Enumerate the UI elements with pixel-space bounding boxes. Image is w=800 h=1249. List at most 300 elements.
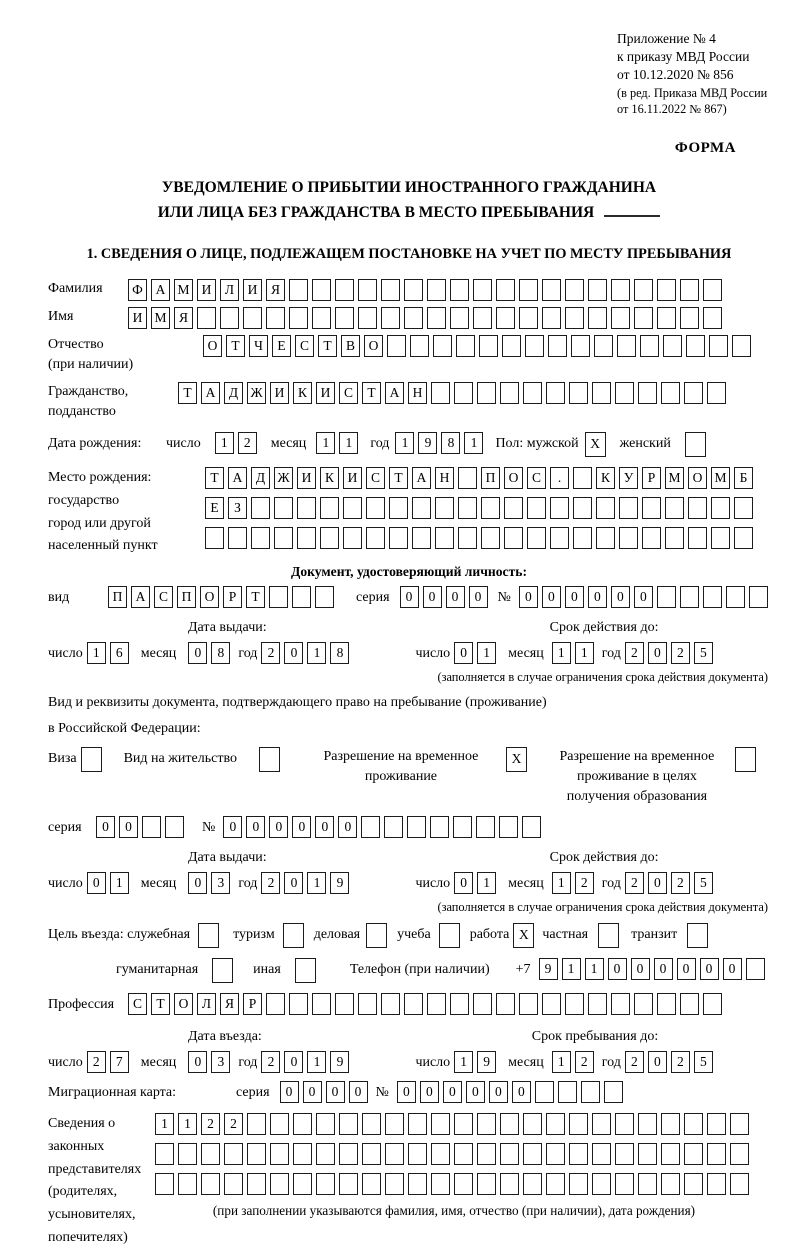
char-cell[interactable]	[289, 279, 308, 301]
char-cell[interactable]: 1	[454, 1051, 473, 1073]
char-cell[interactable]	[688, 497, 707, 519]
char-cell[interactable]: Я	[266, 279, 285, 301]
char-cell[interactable]	[615, 1113, 634, 1135]
char-cell[interactable]	[404, 279, 423, 301]
char-cell[interactable]	[387, 335, 406, 357]
char-cell[interactable]	[481, 497, 500, 519]
char-cell[interactable]: 1	[395, 432, 414, 454]
char-cell[interactable]: .	[550, 467, 569, 489]
char-cell[interactable]	[588, 279, 607, 301]
char-cell[interactable]: М	[711, 467, 730, 489]
char-cell[interactable]	[569, 1143, 588, 1165]
char-cell[interactable]	[481, 527, 500, 549]
char-cell[interactable]: 0	[188, 642, 207, 664]
char-cell[interactable]: 1	[552, 872, 571, 894]
char-cell[interactable]: 1	[339, 432, 358, 454]
char-cell[interactable]	[201, 1173, 220, 1195]
char-cell[interactable]	[615, 382, 634, 404]
char-cell[interactable]: 3	[211, 872, 230, 894]
char-cell[interactable]	[730, 1173, 749, 1195]
char-cell[interactable]: 2	[625, 1051, 644, 1073]
char-cell[interactable]: 0	[315, 816, 334, 838]
char-cell[interactable]	[519, 279, 538, 301]
char-cell[interactable]	[504, 527, 523, 549]
char-cell[interactable]	[473, 993, 492, 1015]
char-cell[interactable]: 1	[307, 1051, 326, 1073]
char-cell[interactable]	[619, 497, 638, 519]
char-cell[interactable]	[711, 527, 730, 549]
char-cell[interactable]: 0	[246, 816, 265, 838]
char-cell[interactable]	[707, 1113, 726, 1135]
char-cell[interactable]: 1	[464, 432, 483, 454]
char-cell[interactable]	[316, 1113, 335, 1135]
char-cell[interactable]	[522, 816, 541, 838]
char-cell[interactable]: Б	[734, 467, 753, 489]
char-cell[interactable]	[726, 586, 745, 608]
char-cell[interactable]	[297, 497, 316, 519]
char-cell[interactable]	[730, 1113, 749, 1135]
char-cell[interactable]	[297, 527, 316, 549]
char-cell[interactable]: К	[596, 467, 615, 489]
char-cell[interactable]	[594, 335, 613, 357]
char-cell[interactable]	[548, 335, 567, 357]
char-cell[interactable]	[266, 307, 285, 329]
char-cell[interactable]: П	[481, 467, 500, 489]
char-cell[interactable]	[588, 307, 607, 329]
char-cell[interactable]	[688, 527, 707, 549]
char-cell[interactable]	[212, 958, 233, 983]
char-cell[interactable]	[251, 497, 270, 519]
char-cell[interactable]	[592, 382, 611, 404]
char-cell[interactable]: С	[527, 467, 546, 489]
char-cell[interactable]	[454, 1173, 473, 1195]
char-cell[interactable]: А	[385, 382, 404, 404]
char-cell[interactable]	[535, 1081, 554, 1103]
char-cell[interactable]	[247, 1173, 266, 1195]
char-cell[interactable]: Т	[151, 993, 170, 1015]
char-cell[interactable]	[604, 1081, 623, 1103]
char-cell[interactable]	[527, 497, 546, 519]
char-cell[interactable]	[546, 1113, 565, 1135]
char-cell[interactable]	[431, 1113, 450, 1135]
char-cell[interactable]: А	[201, 382, 220, 404]
char-cell[interactable]: 0	[634, 586, 653, 608]
char-cell[interactable]	[519, 993, 538, 1015]
char-cell[interactable]	[542, 993, 561, 1015]
char-cell[interactable]: М	[665, 467, 684, 489]
char-cell[interactable]	[339, 1143, 358, 1165]
char-cell[interactable]: 0	[454, 872, 473, 894]
char-cell[interactable]: М	[174, 279, 193, 301]
char-cell[interactable]	[661, 382, 680, 404]
char-cell[interactable]: 0	[349, 1081, 368, 1103]
char-cell[interactable]: 0	[677, 958, 696, 980]
char-cell[interactable]: 2	[671, 1051, 690, 1073]
char-cell[interactable]	[558, 1081, 577, 1103]
char-cell[interactable]: П	[177, 586, 196, 608]
char-cell[interactable]: Я	[220, 993, 239, 1015]
char-cell[interactable]	[335, 993, 354, 1015]
char-cell[interactable]: 0	[284, 1051, 303, 1073]
char-cell[interactable]: 0	[700, 958, 719, 980]
char-cell[interactable]: Ч	[249, 335, 268, 357]
char-cell[interactable]	[251, 527, 270, 549]
char-cell[interactable]	[661, 1173, 680, 1195]
char-cell[interactable]	[523, 382, 542, 404]
char-cell[interactable]: Т	[205, 467, 224, 489]
char-cell[interactable]	[155, 1173, 174, 1195]
char-cell[interactable]	[592, 1143, 611, 1165]
char-cell[interactable]: 2	[261, 1051, 280, 1073]
char-cell[interactable]	[456, 335, 475, 357]
char-cell[interactable]	[197, 307, 216, 329]
char-cell[interactable]: Ф	[128, 279, 147, 301]
char-cell[interactable]	[385, 1173, 404, 1195]
char-cell[interactable]	[684, 1173, 703, 1195]
char-cell[interactable]: 1	[155, 1113, 174, 1135]
char-cell[interactable]: А	[412, 467, 431, 489]
char-cell[interactable]	[431, 1173, 450, 1195]
char-cell[interactable]	[619, 527, 638, 549]
char-cell[interactable]	[247, 1143, 266, 1165]
char-cell[interactable]: 1	[575, 642, 594, 664]
char-cell[interactable]	[408, 1143, 427, 1165]
char-cell[interactable]: 0	[326, 1081, 345, 1103]
char-cell[interactable]: О	[174, 993, 193, 1015]
char-cell[interactable]	[634, 307, 653, 329]
char-cell[interactable]	[270, 1173, 289, 1195]
char-cell[interactable]	[404, 307, 423, 329]
char-cell[interactable]: 0	[223, 816, 242, 838]
char-cell[interactable]	[703, 586, 722, 608]
char-cell[interactable]	[703, 993, 722, 1015]
char-cell[interactable]	[178, 1143, 197, 1165]
char-cell[interactable]: Ж	[274, 467, 293, 489]
char-cell[interactable]	[661, 1143, 680, 1165]
char-cell[interactable]: С	[295, 335, 314, 357]
char-cell[interactable]: 2	[201, 1113, 220, 1135]
char-cell[interactable]	[565, 279, 584, 301]
char-cell[interactable]	[569, 1173, 588, 1195]
char-cell[interactable]: У	[619, 467, 638, 489]
char-cell[interactable]: 5	[694, 642, 713, 664]
char-cell[interactable]	[592, 1173, 611, 1195]
char-cell[interactable]: 0	[96, 816, 115, 838]
char-cell[interactable]: X	[585, 432, 606, 457]
char-cell[interactable]: 1	[87, 642, 106, 664]
char-cell[interactable]	[499, 816, 518, 838]
char-cell[interactable]	[410, 335, 429, 357]
char-cell[interactable]	[165, 816, 184, 838]
char-cell[interactable]	[657, 307, 676, 329]
char-cell[interactable]: 0	[303, 1081, 322, 1103]
char-cell[interactable]: 8	[441, 432, 460, 454]
char-cell[interactable]: 1	[585, 958, 604, 980]
char-cell[interactable]	[523, 1173, 542, 1195]
char-cell[interactable]	[312, 307, 331, 329]
char-cell[interactable]	[198, 923, 219, 948]
char-cell[interactable]	[685, 432, 706, 457]
char-cell[interactable]	[312, 279, 331, 301]
char-cell[interactable]	[178, 1173, 197, 1195]
char-cell[interactable]	[519, 307, 538, 329]
char-cell[interactable]	[711, 497, 730, 519]
char-cell[interactable]	[687, 923, 708, 948]
char-cell[interactable]: 2	[575, 872, 594, 894]
char-cell[interactable]	[224, 1173, 243, 1195]
char-cell[interactable]: 2	[625, 642, 644, 664]
char-cell[interactable]: 0	[284, 872, 303, 894]
char-cell[interactable]	[427, 307, 446, 329]
char-cell[interactable]	[315, 586, 334, 608]
char-cell[interactable]: 0	[648, 1051, 667, 1073]
char-cell[interactable]	[680, 279, 699, 301]
char-cell[interactable]	[473, 307, 492, 329]
char-cell[interactable]	[454, 1113, 473, 1135]
char-cell[interactable]	[523, 1113, 542, 1135]
char-cell[interactable]	[615, 1143, 634, 1165]
char-cell[interactable]	[479, 335, 498, 357]
char-cell[interactable]	[634, 279, 653, 301]
char-cell[interactable]: 0	[542, 586, 561, 608]
char-cell[interactable]: 1	[552, 642, 571, 664]
char-cell[interactable]	[408, 1113, 427, 1135]
char-cell[interactable]	[431, 382, 450, 404]
char-cell[interactable]	[343, 527, 362, 549]
char-cell[interactable]	[293, 1113, 312, 1135]
char-cell[interactable]	[732, 335, 751, 357]
char-cell[interactable]: 0	[400, 586, 419, 608]
char-cell[interactable]: 1	[110, 872, 129, 894]
char-cell[interactable]	[703, 307, 722, 329]
char-cell[interactable]	[269, 586, 288, 608]
char-cell[interactable]	[657, 279, 676, 301]
char-cell[interactable]	[435, 497, 454, 519]
char-cell[interactable]	[316, 1173, 335, 1195]
char-cell[interactable]: А	[151, 279, 170, 301]
char-cell[interactable]: Н	[408, 382, 427, 404]
char-cell[interactable]: 9	[477, 1051, 496, 1073]
char-cell[interactable]	[362, 1143, 381, 1165]
char-cell[interactable]	[362, 1113, 381, 1135]
char-cell[interactable]: 0	[280, 1081, 299, 1103]
char-cell[interactable]	[389, 497, 408, 519]
char-cell[interactable]	[657, 993, 676, 1015]
char-cell[interactable]: 0	[723, 958, 742, 980]
char-cell[interactable]	[546, 1173, 565, 1195]
char-cell[interactable]	[361, 816, 380, 838]
char-cell[interactable]	[496, 993, 515, 1015]
char-cell[interactable]: 0	[512, 1081, 531, 1103]
char-cell[interactable]	[289, 993, 308, 1015]
char-cell[interactable]	[746, 958, 765, 980]
char-cell[interactable]: 6	[110, 642, 129, 664]
char-cell[interactable]	[477, 1113, 496, 1135]
char-cell[interactable]	[707, 382, 726, 404]
char-cell[interactable]	[642, 497, 661, 519]
char-cell[interactable]	[546, 382, 565, 404]
char-cell[interactable]: К	[320, 467, 339, 489]
char-cell[interactable]	[707, 1173, 726, 1195]
char-cell[interactable]	[598, 923, 619, 948]
char-cell[interactable]	[450, 307, 469, 329]
char-cell[interactable]	[571, 335, 590, 357]
char-cell[interactable]: И	[243, 279, 262, 301]
char-cell[interactable]	[477, 382, 496, 404]
char-cell[interactable]: 0	[446, 586, 465, 608]
char-cell[interactable]: 0	[284, 642, 303, 664]
char-cell[interactable]: 5	[694, 1051, 713, 1073]
char-cell[interactable]: 2	[261, 872, 280, 894]
char-cell[interactable]	[295, 958, 316, 983]
char-cell[interactable]: 1	[215, 432, 234, 454]
char-cell[interactable]	[454, 1143, 473, 1165]
char-cell[interactable]: 9	[330, 872, 349, 894]
char-cell[interactable]	[450, 279, 469, 301]
char-cell[interactable]: X	[513, 923, 534, 948]
char-cell[interactable]: 9	[418, 432, 437, 454]
char-cell[interactable]	[500, 1113, 519, 1135]
char-cell[interactable]	[289, 307, 308, 329]
char-cell[interactable]: 0	[292, 816, 311, 838]
char-cell[interactable]	[450, 993, 469, 1015]
char-cell[interactable]	[81, 747, 102, 772]
char-cell[interactable]	[343, 497, 362, 519]
char-cell[interactable]	[680, 307, 699, 329]
char-cell[interactable]: О	[200, 586, 219, 608]
char-cell[interactable]	[730, 1143, 749, 1165]
char-cell[interactable]: 0	[648, 872, 667, 894]
char-cell[interactable]: 1	[477, 642, 496, 664]
char-cell[interactable]: 0	[654, 958, 673, 980]
char-cell[interactable]	[201, 1143, 220, 1165]
char-cell[interactable]: 2	[671, 642, 690, 664]
char-cell[interactable]	[270, 1113, 289, 1135]
char-cell[interactable]	[292, 586, 311, 608]
char-cell[interactable]	[565, 993, 584, 1015]
char-cell[interactable]: И	[316, 382, 335, 404]
char-cell[interactable]: З	[228, 497, 247, 519]
char-cell[interactable]: Т	[362, 382, 381, 404]
char-cell[interactable]: К	[293, 382, 312, 404]
char-cell[interactable]	[274, 497, 293, 519]
char-cell[interactable]	[665, 527, 684, 549]
char-cell[interactable]	[496, 279, 515, 301]
char-cell[interactable]: И	[343, 467, 362, 489]
char-cell[interactable]: Н	[435, 467, 454, 489]
char-cell[interactable]: О	[203, 335, 222, 357]
blank-field[interactable]	[604, 211, 660, 217]
char-cell[interactable]	[366, 497, 385, 519]
char-cell[interactable]	[581, 1081, 600, 1103]
char-cell[interactable]: С	[128, 993, 147, 1015]
char-cell[interactable]	[592, 1113, 611, 1135]
char-cell[interactable]	[734, 497, 753, 519]
char-cell[interactable]	[525, 335, 544, 357]
char-cell[interactable]	[611, 993, 630, 1015]
char-cell[interactable]: 0	[466, 1081, 485, 1103]
char-cell[interactable]	[638, 1113, 657, 1135]
char-cell[interactable]: 0	[119, 816, 138, 838]
char-cell[interactable]: Д	[224, 382, 243, 404]
char-cell[interactable]	[709, 335, 728, 357]
char-cell[interactable]	[496, 307, 515, 329]
char-cell[interactable]: 1	[316, 432, 335, 454]
char-cell[interactable]	[638, 1173, 657, 1195]
char-cell[interactable]: 8	[211, 642, 230, 664]
char-cell[interactable]	[458, 497, 477, 519]
char-cell[interactable]: 1	[552, 1051, 571, 1073]
char-cell[interactable]: 3	[211, 1051, 230, 1073]
char-cell[interactable]	[477, 1173, 496, 1195]
char-cell[interactable]	[542, 307, 561, 329]
char-cell[interactable]: В	[341, 335, 360, 357]
char-cell[interactable]: 2	[224, 1113, 243, 1135]
char-cell[interactable]	[680, 993, 699, 1015]
char-cell[interactable]: 2	[625, 872, 644, 894]
char-cell[interactable]: Я	[174, 307, 193, 329]
char-cell[interactable]	[500, 382, 519, 404]
char-cell[interactable]: 1	[307, 872, 326, 894]
char-cell[interactable]: 0	[565, 586, 584, 608]
char-cell[interactable]	[500, 1143, 519, 1165]
char-cell[interactable]	[366, 923, 387, 948]
char-cell[interactable]: 0	[420, 1081, 439, 1103]
char-cell[interactable]: 0	[519, 586, 538, 608]
char-cell[interactable]	[293, 1143, 312, 1165]
char-cell[interactable]: 0	[188, 1051, 207, 1073]
char-cell[interactable]: И	[128, 307, 147, 329]
char-cell[interactable]	[749, 586, 768, 608]
char-cell[interactable]: 2	[671, 872, 690, 894]
char-cell[interactable]	[573, 497, 592, 519]
char-cell[interactable]: 0	[588, 586, 607, 608]
char-cell[interactable]: Р	[642, 467, 661, 489]
char-cell[interactable]	[684, 382, 703, 404]
char-cell[interactable]	[320, 497, 339, 519]
char-cell[interactable]	[550, 497, 569, 519]
char-cell[interactable]: А	[131, 586, 150, 608]
char-cell[interactable]: И	[197, 279, 216, 301]
char-cell[interactable]: 0	[648, 642, 667, 664]
char-cell[interactable]: С	[366, 467, 385, 489]
char-cell[interactable]: 5	[694, 872, 713, 894]
char-cell[interactable]: 0	[631, 958, 650, 980]
char-cell[interactable]: С	[339, 382, 358, 404]
char-cell[interactable]	[358, 279, 377, 301]
char-cell[interactable]	[640, 335, 659, 357]
char-cell[interactable]: 9	[539, 958, 558, 980]
char-cell[interactable]: Л	[220, 279, 239, 301]
char-cell[interactable]: 9	[330, 1051, 349, 1073]
char-cell[interactable]: Р	[223, 586, 242, 608]
char-cell[interactable]	[228, 527, 247, 549]
char-cell[interactable]	[550, 527, 569, 549]
char-cell[interactable]	[684, 1113, 703, 1135]
char-cell[interactable]: С	[154, 586, 173, 608]
char-cell[interactable]	[433, 335, 452, 357]
char-cell[interactable]	[385, 1113, 404, 1135]
char-cell[interactable]	[381, 307, 400, 329]
char-cell[interactable]	[546, 1143, 565, 1165]
char-cell[interactable]	[611, 279, 630, 301]
char-cell[interactable]: Р	[243, 993, 262, 1015]
char-cell[interactable]	[435, 527, 454, 549]
char-cell[interactable]	[615, 1173, 634, 1195]
char-cell[interactable]	[155, 1143, 174, 1165]
char-cell[interactable]	[707, 1143, 726, 1165]
char-cell[interactable]	[500, 1173, 519, 1195]
